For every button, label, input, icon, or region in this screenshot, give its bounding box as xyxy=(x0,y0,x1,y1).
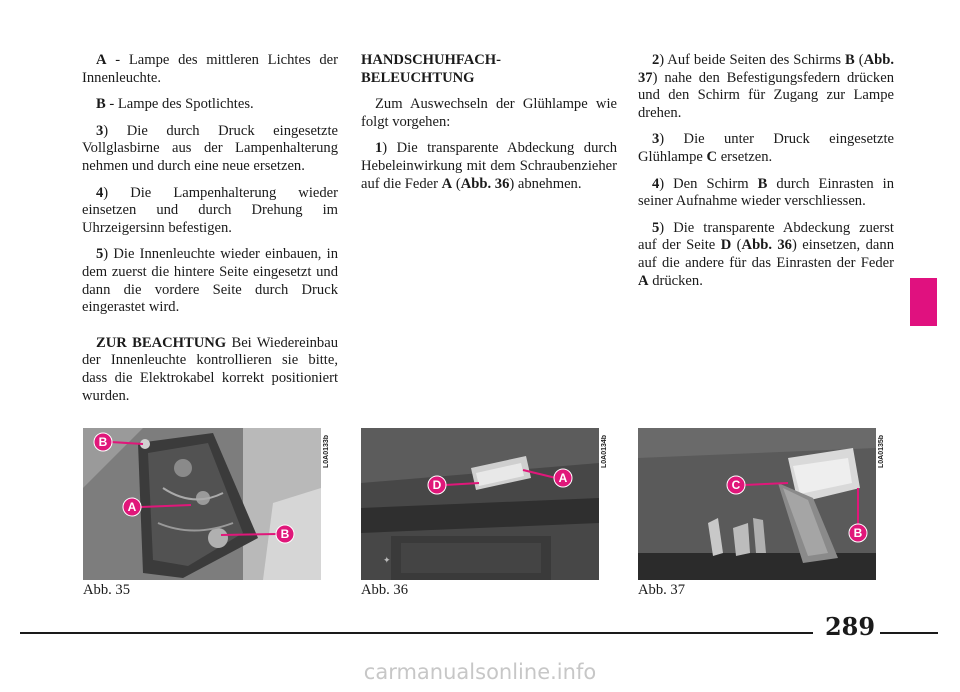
paragraph-step-3: 3) Die durch Druck eingesetzte Vollglasbirne aus der Lampenhalterung nehmen und durch eine neue ersetzen. xyxy=(82,122,338,174)
paragraph-step-3b: 3) Die unter Druck eingesetzte Glühlampe C ersetzen. xyxy=(638,131,894,165)
figure-code: L0A0135b xyxy=(878,434,885,468)
paragraph-step-4b: 4) Den Schirm B durch Einrasten in seiner Aufnahme wieder verschliessen. xyxy=(638,175,895,210)
figure-abb-36 xyxy=(361,428,599,580)
text-column-3 xyxy=(638,52,894,299)
paragraph-lamp-b: B - Lampe des Spotlichtes. xyxy=(96,96,254,113)
figure-code: L0A0133b xyxy=(323,434,330,468)
glovebox-photo xyxy=(361,428,599,580)
figure-code: L0A0134b xyxy=(601,434,608,468)
callout-label-d: D xyxy=(432,478,442,492)
callout-label-b-top: B xyxy=(98,435,108,449)
paragraph-lamp-a: A - Lampe des mittleren Lichtes der Innenleuchte. xyxy=(82,52,338,86)
paragraph-intro: Zum Auswechseln der Glühlampe wie folgt vorgehen: xyxy=(361,96,617,130)
paragraph-step-5: 5) Die Innenleuchte wieder einbauen, in dem zuerst die hintere Seite eingesetzt und dann die vordere Seite durch Druck eingerastet wird. xyxy=(82,246,338,316)
watermark: carmanualsonline.info xyxy=(363,660,597,684)
callout-label-c: C xyxy=(731,478,741,492)
callout-label-b: B xyxy=(853,526,863,540)
paragraph-note: ZUR BEACHTUNG Bei Wiedereinbau der Innenleuchte kontrollieren sie bitte, dass die Elektrokabel korrekt positioniert wurden. xyxy=(82,334,338,404)
page-number: 289 xyxy=(824,612,876,641)
callout-line-b-bottom xyxy=(221,534,277,535)
glovebox-logo: ✦ xyxy=(383,556,391,566)
paragraph-step-1: 1) Die transparente Abdeckung durch Hebeleinwirkung mit dem Schraubenzieher auf die Feder A (Abb. 36) abnehmen. xyxy=(361,140,617,192)
text-column-2 xyxy=(361,52,617,202)
paragraph-step-2: 2) Auf beide Seiten des Schirms B (Abb. 37) nahe den Befestigungsfedern drücken und den Schirm für Zugang zur Lampe drehen. xyxy=(638,52,894,121)
paragraph-step-4: 4) Die Lampenhalterung wieder einsetzen und durch Drehung im Uhrzeigersinn befestigen. xyxy=(82,184,338,236)
figure-caption: Abb. 35 xyxy=(83,582,131,598)
section-tab xyxy=(910,278,937,326)
callout-label-a: A xyxy=(558,471,568,485)
figure-caption: Abb. 37 xyxy=(638,582,686,598)
figure-abb-37 xyxy=(638,428,876,580)
footer-rule-right xyxy=(880,632,938,634)
footer-rule-left xyxy=(20,632,813,634)
callout-label-a: A xyxy=(127,500,137,514)
text-column-1 xyxy=(82,52,338,414)
section-heading: HANDSCHUHFACH- BELEUCHTUNG xyxy=(361,52,501,86)
lamp-holder-photo xyxy=(638,428,876,580)
figure-abb-35 xyxy=(83,428,321,580)
callout-label-b-bottom: B xyxy=(280,527,290,541)
paragraph-step-5b: 5) Die transparente Abdeckung zuerst auf der Seite D (Abb. 36) einsetzen, dann auf die andere für das Einrasten der Feder A drücken. xyxy=(638,219,894,289)
figure-caption: Abb. 36 xyxy=(361,582,409,598)
interior-lamp-photo xyxy=(83,428,321,580)
